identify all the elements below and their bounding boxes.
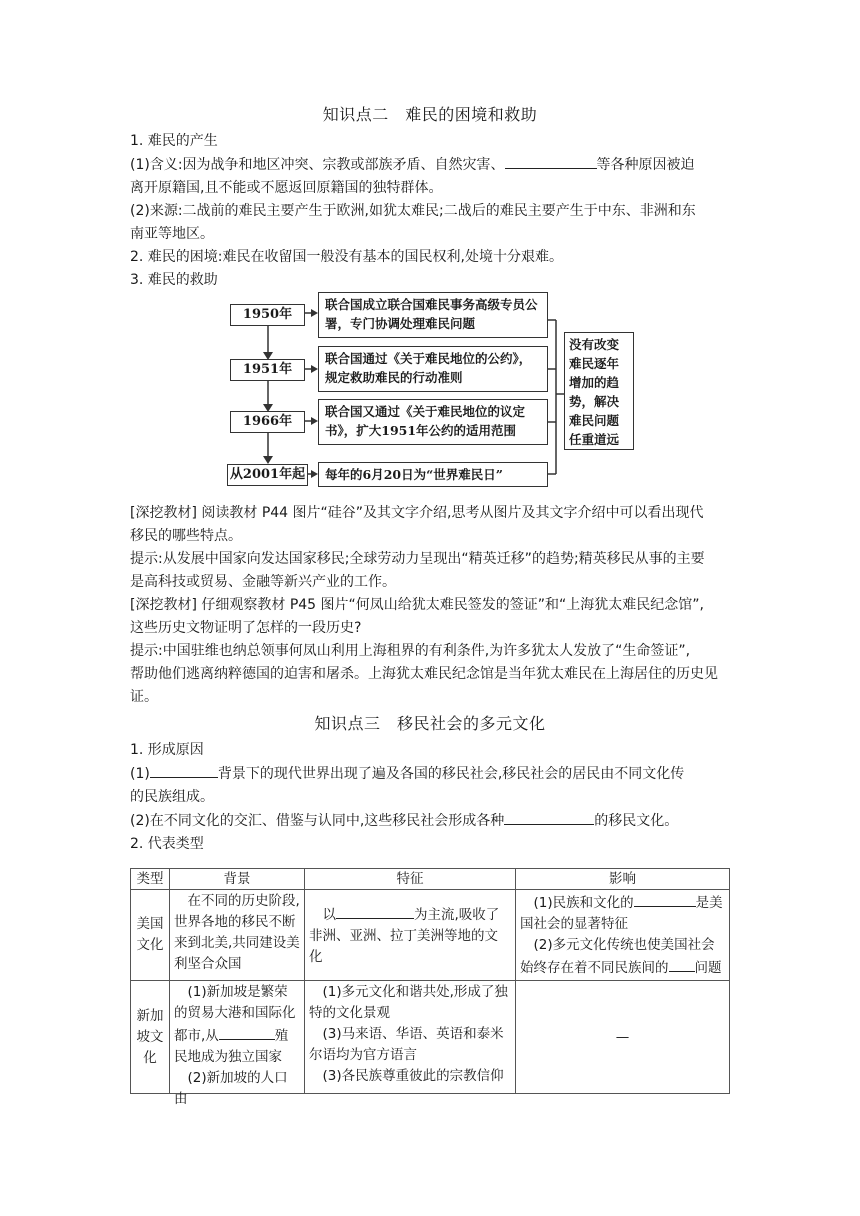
- row1-type: 美国文化: [131, 890, 170, 981]
- refugee-aid-timeline: [130, 296, 730, 496]
- timeline-summary: 没有改变难民逐年增加的趋势，解决难民问题任重道远: [564, 332, 634, 450]
- year-1966: 1966年: [230, 411, 305, 433]
- row1-background: 在不同的历史阶段,世界各地的移民不断来到北美,共同建设美利坚合众国: [170, 890, 305, 981]
- event-2001: 每年的6月20日为“世界难民日”: [318, 462, 548, 487]
- row2-feature: (1)多元文化和谐共处,形成了独特的文化景观 (3)马来语、华语、英语和泰米尔语均为官方语言 (3)各民族尊重彼此的宗教信仰: [305, 981, 516, 1094]
- fill-blank: [505, 153, 597, 169]
- fill-blank: [669, 956, 695, 972]
- table-row: [131, 890, 730, 981]
- fill-blank: [219, 1024, 275, 1040]
- section2-p1-2: (2)来源:二战前的难民主要产生于欧洲,如犹太难民;二战后的难民主要产生于中东、非洲和东: [130, 203, 696, 219]
- section3-p1-title: 1. 形成原因: [130, 742, 204, 758]
- year-1950: 1950年: [230, 304, 305, 326]
- table-header-row: [131, 869, 730, 890]
- row1-feature: 以 为主流,吸收了非洲、亚洲、拉丁美洲等地的文化: [305, 890, 516, 981]
- year-2001: 从2001年起: [227, 464, 308, 486]
- section3-p1-1: (1) 背景下的现代世界出现了遍及各国的移民社会,移民社会的居民由不同文化传: [130, 762, 730, 786]
- row1-influence: (1)民族和文化的 是美国社会的显著特征 (2)多元文化传统也使美国社会始终存在着不同民族间的 问题: [516, 890, 730, 981]
- fill-blank: [504, 809, 594, 825]
- fill-blank: [150, 762, 218, 778]
- row2-influence: —: [516, 981, 730, 1094]
- table-row: [131, 981, 730, 1094]
- culture-types-table: [130, 868, 730, 1107]
- deep2-answer-end: 证。: [130, 689, 158, 705]
- deep1-question: [深挖教材] 阅读教材 P44 图片“硅谷”及其文字介绍,思考从图片及其文字介绍中可以看出现代: [130, 505, 704, 521]
- event-1950: 联合国成立联合国难民事务高级专员公署，专门协调处理难民问题: [318, 292, 548, 338]
- section2-p2: 2. 难民的困境:难民在收留国一般没有基本的国民权利,处境十分艰难。: [130, 249, 563, 265]
- event-1966: 联合国又通过《关于难民地位的议定书》，扩大1951年公约的适用范围: [318, 399, 548, 445]
- section2-p1-title: 1. 难民的产生: [130, 133, 218, 149]
- section2-title: 知识点二 难民的困境和救助: [322, 105, 538, 124]
- deep1-answer-cont: 是高科技或贸易、金融等新兴产业的工作。: [130, 574, 396, 590]
- section2-p1-2-cont: 南亚等地区。: [130, 226, 214, 242]
- section2-p1-1-cont: 离开原籍国,且不能或不愿返回原籍国的独特群体。: [130, 180, 443, 196]
- deep2-question: [深挖教材] 仔细观察教材 P45 图片“何凤山给犹太难民签发的签证”和“上海犹太难民纪念馆”,: [130, 597, 704, 613]
- event-1951: 联合国通过《关于难民地位的公约》，规定救助难民的行动准则: [318, 346, 548, 392]
- row2-background: (1)新加坡是繁荣的贸易大港和国际化都市,从 殖民地成为独立国家 (2)新加坡的人口由: [170, 981, 305, 1094]
- th-feature: 特征: [305, 869, 516, 890]
- fill-blank: [634, 891, 696, 907]
- deep2-answer-cont: 帮助他们逃离纳粹德国的迫害和屠杀。上海犹太难民纪念馆是当年犹太难民在上海居住的历史见: [130, 666, 718, 682]
- section3-p1-2: (2)在不同文化的交汇、借鉴与认同中,这些移民社会形成各种 的移民文化。: [130, 809, 730, 833]
- th-type: 类型: [131, 869, 170, 890]
- deep1-question-cont: 移民的哪些特点。: [130, 528, 242, 544]
- section3-p2-title: 2. 代表类型: [130, 836, 204, 852]
- deep1-answer: 提示:从发展中国家向发达国家移民;全球劳动力呈现出“精英迁移”的趋势;精英移民从事的主要: [130, 551, 705, 567]
- fill-blank: [336, 903, 414, 919]
- year-1951: 1951年: [230, 359, 305, 381]
- section2-p1-1: (1)含义:因为战争和地区冲突、宗教或部族矛盾、自然灾害、 等各种原因被迫: [130, 153, 730, 177]
- th-influence: 影响: [516, 869, 730, 890]
- section3-p1-1-cont: 的民族组成。: [130, 789, 214, 805]
- deep2-question-cont: 这些历史文物证明了怎样的一段历史?: [130, 620, 362, 636]
- section2-p3-title: 3. 难民的救助: [130, 272, 218, 288]
- row2-type: 新加坡文化: [131, 981, 170, 1094]
- section3-title: 知识点三 移民社会的多元文化: [314, 714, 546, 733]
- th-background: 背景: [170, 869, 305, 890]
- deep2-answer: 提示:中国驻维也纳总领事何凤山利用上海租界的有利条件,为许多犹太人发放了“生命签证”,: [130, 643, 691, 659]
- document-page: [130, 100, 730, 1107]
